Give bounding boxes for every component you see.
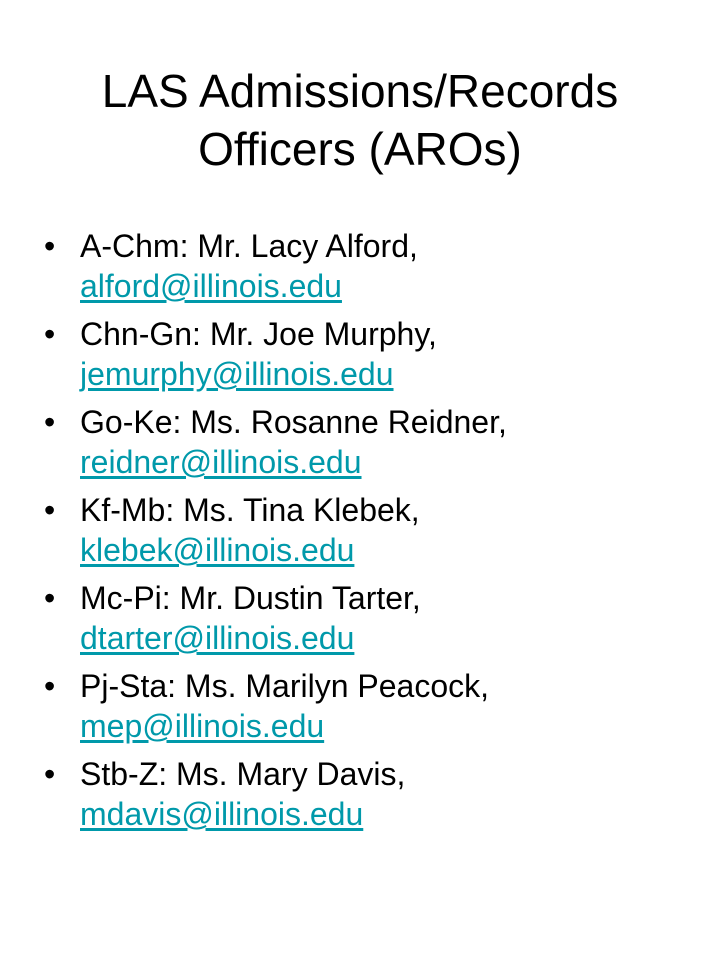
bullet-icon: •: [44, 756, 56, 792]
bullet-icon: •: [44, 668, 56, 704]
email-link[interactable]: jemurphy@illinois.edu: [80, 356, 394, 392]
officer-label: A-Chm: Mr. Lacy Alford,: [80, 228, 418, 264]
officer-label: Mc-Pi: Mr. Dustin Tarter,: [80, 580, 421, 616]
email-link[interactable]: dtarter@illinois.edu: [80, 620, 355, 656]
title-line-1: LAS Admissions/Records: [101, 65, 619, 117]
officer-list: [40, 226, 700, 842]
list-item: [40, 490, 700, 570]
officer-label: Stb-Z: Ms. Mary Davis,: [80, 756, 406, 792]
email-link[interactable]: mep@illinois.edu: [80, 708, 325, 744]
list-item: [40, 314, 700, 394]
email-link[interactable]: mdavis@illinois.edu: [80, 796, 364, 832]
email-link[interactable]: alford@illinois.edu: [80, 268, 342, 304]
list-item: [40, 754, 700, 834]
bullet-icon: •: [44, 580, 56, 616]
bullet-icon: •: [44, 404, 56, 440]
officer-label: Pj-Sta: Ms. Marilyn Peacock,: [80, 668, 489, 704]
list-item: [40, 402, 700, 482]
officer-label: Go-Ke: Ms. Rosanne Reidner,: [80, 404, 507, 440]
email-link[interactable]: reidner@illinois.edu: [80, 444, 362, 480]
title-line-2: Officers (AROs): [198, 123, 522, 175]
officer-label: Chn-Gn: Mr. Joe Murphy,: [80, 316, 437, 352]
slide-title: [20, 62, 700, 178]
bullet-icon: •: [44, 228, 56, 264]
email-link[interactable]: klebek@illinois.edu: [80, 532, 355, 568]
list-item: [40, 578, 700, 658]
list-item: [40, 666, 700, 746]
bullet-icon: •: [44, 316, 56, 352]
list-item: [40, 226, 700, 306]
bullet-icon: •: [44, 492, 56, 528]
officer-label: Kf-Mb: Ms. Tina Klebek,: [80, 492, 420, 528]
